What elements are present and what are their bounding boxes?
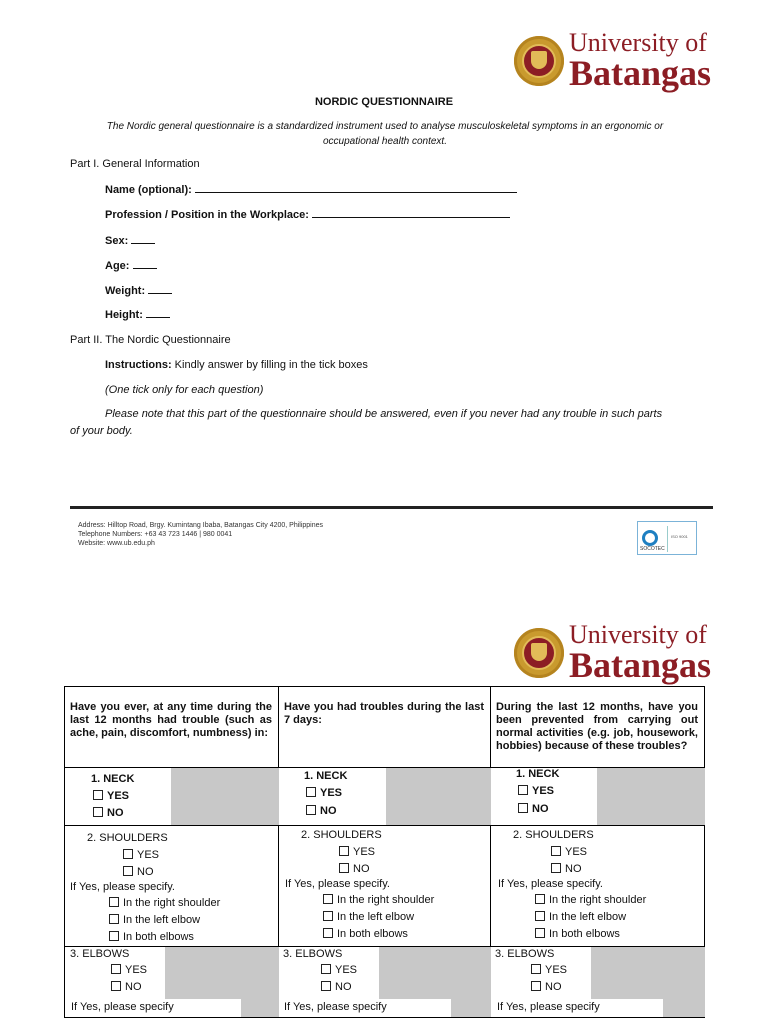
elbows-yes-option[interactable]: YES: [531, 964, 567, 976]
neck-yes-option[interactable]: YES: [93, 790, 129, 802]
if-yes-specify-cut: If Yes, please specify: [71, 1001, 174, 1013]
name-field: [105, 183, 517, 196]
university-seal-icon: [514, 36, 564, 86]
elbows-no-option[interactable]: NO: [111, 981, 142, 993]
checkbox-icon[interactable]: [111, 964, 121, 974]
left-elbow-option[interactable]: In the left elbow: [323, 911, 414, 923]
age-label: Age:: [105, 260, 130, 272]
if-yes-specify: If Yes, please specify.: [70, 881, 175, 893]
logo-line2: Batangas: [569, 53, 712, 93]
neck-yes-option[interactable]: YES: [518, 785, 554, 797]
footer-address: Address: Hilltop Road, Brgy. Kumintang Ibaba, Batangas City 4200, Philippines: [78, 522, 324, 529]
checkbox-icon[interactable]: [339, 846, 349, 856]
checkbox-icon[interactable]: [535, 928, 545, 938]
checkbox-icon[interactable]: [109, 914, 119, 924]
elbows-label: 3. ELBOWS: [70, 948, 130, 960]
sex-blank[interactable]: [131, 234, 155, 244]
weight-field: [105, 284, 172, 297]
neck-label: 1. NECK: [91, 773, 135, 785]
header-col3: During the last 12 months, have you been prevented from carrying out normal activities (e.g. job, housework, hobbies) because of these troubles?: [491, 687, 705, 768]
shoulders-no-option[interactable]: NO: [123, 866, 154, 878]
header-col1: Have you ever, at any time during the last 12 months had trouble (such as ache, pain, discomfort, numbness) in:: [65, 687, 279, 768]
shoulders-row: [65, 826, 705, 947]
neck-label: 1. NECK: [304, 770, 348, 782]
note-line-2: of your body.: [70, 425, 133, 437]
shoulders-yes-option[interactable]: YES: [551, 846, 587, 858]
profession-label: Profession / Position in the Workplace:: [105, 209, 309, 221]
elbows-no-option[interactable]: NO: [531, 981, 562, 993]
profession-blank[interactable]: [312, 208, 510, 218]
shoulders-cell-1: [65, 826, 279, 947]
shoulders-yes-option[interactable]: YES: [123, 849, 159, 861]
neck-cell-3: [491, 768, 705, 826]
checkbox-icon[interactable]: [551, 863, 561, 873]
checkbox-icon[interactable]: [323, 894, 333, 904]
sex-field: [105, 234, 155, 247]
checkbox-icon[interactable]: [109, 897, 119, 907]
instructions-label: Instructions:: [105, 359, 172, 371]
checkbox-icon[interactable]: [321, 964, 331, 974]
if-yes-specify-cut: If Yes, please specify: [284, 1001, 387, 1013]
checkbox-icon[interactable]: [111, 981, 121, 991]
left-elbow-option[interactable]: In the left elbow: [109, 914, 200, 926]
checkbox-icon[interactable]: [551, 846, 561, 856]
neck-no-option[interactable]: NO: [518, 803, 549, 815]
badge-right-text: ISO 9001: [671, 534, 688, 539]
both-elbows-option[interactable]: In both elbows: [109, 931, 194, 943]
neck-label: 1. NECK: [516, 768, 560, 780]
university-logo-page2: [514, 622, 711, 683]
neck-no-option[interactable]: NO: [93, 807, 124, 819]
neck-cell-2: [279, 768, 491, 826]
if-yes-specify-cut: If Yes, please specify: [497, 1001, 600, 1013]
name-label: Name (optional):: [105, 184, 192, 196]
checkbox-icon[interactable]: [323, 928, 333, 938]
elbows-label: 3. ELBOWS: [495, 948, 555, 960]
university-logo: [514, 30, 711, 91]
elbows-cell-1: [65, 947, 279, 1018]
note-line-1: Please note that this part of the questionnaire should be answered, even if you never had any trouble in such parts: [105, 408, 663, 420]
instructions: [105, 359, 368, 371]
certification-badge: [637, 521, 697, 555]
shoulders-no-option[interactable]: NO: [339, 863, 370, 875]
elbows-label: 3. ELBOWS: [283, 948, 343, 960]
header-col2: Have you had troubles during the last 7 days:: [279, 687, 491, 768]
shoulders-label: 2. SHOULDERS: [301, 829, 382, 841]
both-elbows-option[interactable]: In both elbows: [323, 928, 408, 940]
intro-line-1: The Nordic general questionnaire is a standardized instrument used to analyse musculoskeletal symptoms in an ergonomic or: [106, 121, 664, 132]
elbows-cell-2: [279, 947, 491, 1018]
page-title: NORDIC QUESTIONNAIRE: [314, 96, 454, 108]
right-shoulder-option[interactable]: In the right shoulder: [323, 894, 434, 906]
one-tick-note: (One tick only for each question): [105, 384, 264, 396]
height-field: [105, 308, 170, 321]
checkbox-icon[interactable]: [93, 790, 103, 800]
checkbox-icon[interactable]: [123, 849, 133, 859]
left-elbow-option[interactable]: In the left elbow: [535, 911, 626, 923]
height-label: Height:: [105, 309, 143, 321]
neck-row: [65, 768, 705, 826]
elbows-row: [65, 947, 705, 1018]
checkbox-icon[interactable]: [518, 803, 528, 813]
checkbox-icon[interactable]: [123, 866, 133, 876]
neck-yes-option[interactable]: YES: [306, 787, 342, 799]
footer-rule: [70, 506, 713, 509]
sex-label: Sex:: [105, 235, 129, 247]
intro-line-2: occupational health context.: [323, 136, 447, 147]
table-header-row: [65, 687, 705, 768]
checkbox-icon[interactable]: [535, 911, 545, 921]
weight-blank[interactable]: [148, 284, 172, 294]
elbows-cell-3: [491, 947, 705, 1018]
checkbox-icon[interactable]: [306, 805, 316, 815]
age-field: [105, 259, 157, 272]
checkbox-icon[interactable]: [535, 894, 545, 904]
name-blank[interactable]: [195, 183, 517, 193]
height-blank[interactable]: [146, 308, 170, 318]
neck-cell-1: [65, 768, 279, 826]
footer-website: Website: www.ub.edu.ph: [78, 540, 155, 547]
checkbox-icon[interactable]: [531, 964, 541, 974]
part1-heading: Part I. General Information: [70, 158, 200, 170]
shoulders-no-option[interactable]: NO: [551, 863, 582, 875]
shoulders-cell-2: [279, 826, 491, 947]
checkbox-icon[interactable]: [323, 911, 333, 921]
profession-field: [105, 208, 510, 221]
nordic-table: [64, 686, 705, 1018]
shoulders-yes-option[interactable]: YES: [339, 846, 375, 858]
certification-icon: [642, 530, 658, 546]
checkbox-icon[interactable]: [518, 785, 528, 795]
elbows-no-option[interactable]: NO: [321, 981, 352, 993]
logo-line2: Batangas: [569, 645, 712, 685]
footer-telephone: Telephone Numbers: +63 43 723 1446 | 980 0041: [78, 531, 233, 538]
instructions-text: Kindly answer by filling in the tick boxes: [171, 359, 368, 371]
right-shoulder-option[interactable]: In the right shoulder: [535, 894, 646, 906]
elbows-yes-option[interactable]: YES: [111, 964, 147, 976]
logo-line1: University of: [569, 28, 707, 57]
neck-no-option[interactable]: NO: [306, 805, 337, 817]
elbows-yes-option[interactable]: YES: [321, 964, 357, 976]
checkbox-icon[interactable]: [531, 981, 541, 991]
weight-label: Weight:: [105, 285, 146, 297]
shoulders-cell-3: [491, 826, 705, 947]
checkbox-icon[interactable]: [306, 787, 316, 797]
checkbox-icon[interactable]: [109, 931, 119, 941]
footer-contact: [78, 521, 323, 548]
logo-line1: University of: [569, 620, 707, 649]
checkbox-icon[interactable]: [339, 863, 349, 873]
right-shoulder-option[interactable]: In the right shoulder: [109, 897, 220, 909]
checkbox-icon[interactable]: [93, 807, 103, 817]
if-yes-specify: If Yes, please specify.: [498, 878, 603, 890]
part2-heading: Part II. The Nordic Questionnaire: [70, 334, 231, 346]
if-yes-specify: If Yes, please specify.: [285, 878, 390, 890]
checkbox-icon[interactable]: [321, 981, 331, 991]
shoulders-label: 2. SHOULDERS: [87, 832, 168, 844]
badge-left-text: SOCOTEC: [640, 546, 665, 552]
age-blank[interactable]: [133, 259, 157, 269]
both-elbows-option[interactable]: In both elbows: [535, 928, 620, 940]
university-seal-icon: [514, 628, 564, 678]
shoulders-label: 2. SHOULDERS: [513, 829, 594, 841]
